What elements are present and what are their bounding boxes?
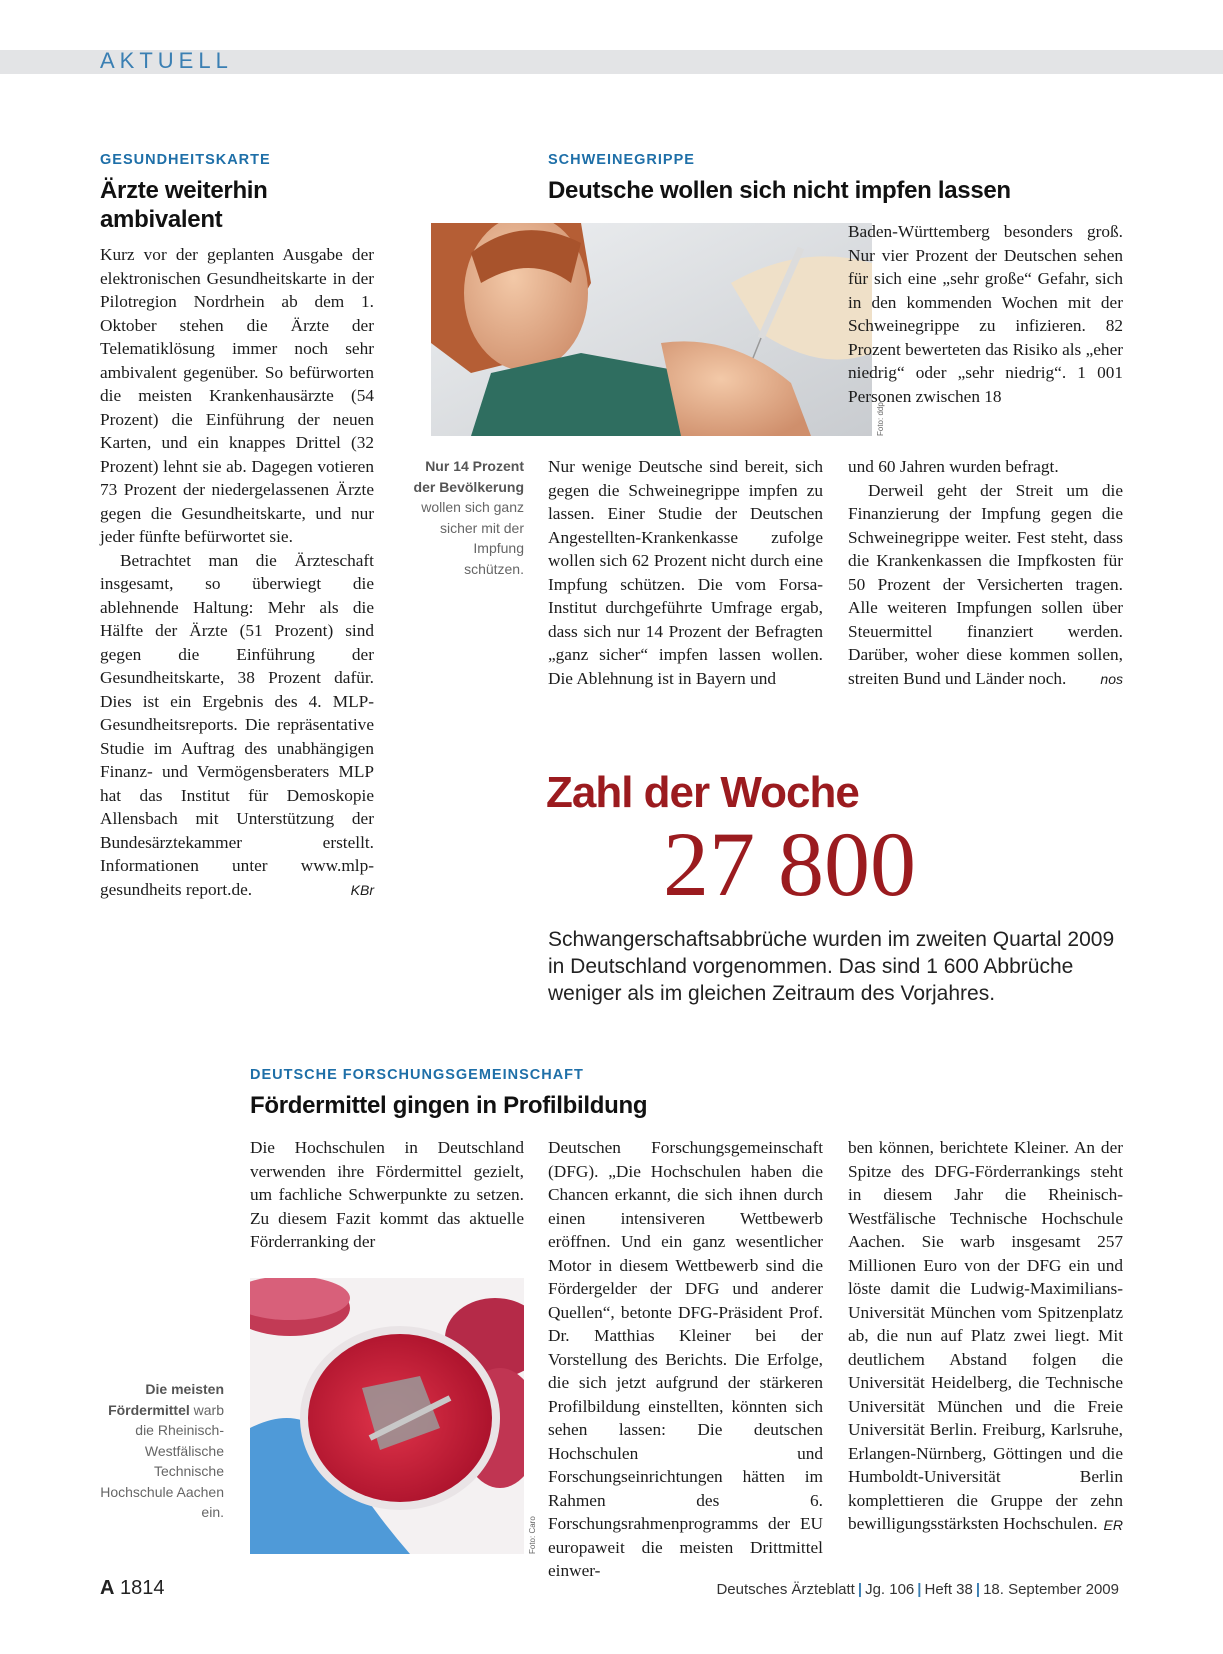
article3-caption-bold: Die meisten Fördermittel: [108, 1381, 224, 1418]
article2-text: Baden-Württemberg besonders groß. Nur vier Prozent der Deutschen sehen für sich eine „sehr große“ Gefahr, sich in den kommenden Wochen mit der Schweinegrippe zu infizieren. 82 Prozent bewerteten das Risiko als „eher niedrig“ oder „sehr niedrig“. 1 001 Personen zwischen 18: [848, 222, 1123, 406]
article1-headline: Ärzte weiterhin ambivalent: [100, 177, 268, 233]
journal-volume: Jg. 106: [865, 1581, 915, 1598]
footer-journal-info: [716, 1581, 1119, 1598]
article2-author: nos: [1100, 671, 1123, 687]
article3-caption: [96, 1379, 224, 1523]
article2-caption-text: wollen sich ganz sicher mit der Impfung schützen.: [421, 499, 524, 577]
article2-col-right-top: [848, 220, 1123, 408]
zahl-text: Schwangerschaftsabbrüche wurden im zweiten Quartal 2009 in Deutschland vorgenommen. Das sind 1 600 Abbrüche weniger als im gleichen Zeitraum des Vorjahres.: [548, 928, 1115, 1005]
article3-caption-text: warb die Rheinisch-Westfälische Technische Hochschule Aachen ein.: [100, 1401, 224, 1520]
article2-text: Nur wenige Deutsche sind bereit, sich gegen die Schweinegrippe impfen zu lassen. Einer Studie der Deutschen Angestellten-Krankenkasse zufolge wollen sich 62 Prozent nicht durch eine Impfung schützen. Die vom Forsa-Institut durchgeführte Umfrage ergab, dass sich nur 14 Prozent der Befragten „ganz sicher“ impfen lassen wollen. Die Ablehnung ist in Bayern und: [548, 457, 823, 688]
footer-separator: |: [975, 1581, 981, 1598]
page-prefix: A: [100, 1577, 115, 1599]
article2-col-right: [848, 455, 1123, 692]
article1-paragraph: Betrachtet man die Ärzteschaft insgesamt, so überwiegt die ablehnende Haltung: Mehr als die Hälfte der Ärzte (51 Prozent) sind gegen die Einführung der Gesundheitskarte, 38 Prozent dafür. Dies ist ein Ergebnis des 4. MLP-Gesundheitsreports. Die repräsentative Studie im Auftrag des unabhängigen Finanz- und Vermögensberaters MLP hat das Institut für Demoskopie Allensbach mit Unterstützung der Bundesärztekammer erstellt. Informationen unter www.mlp-gesundheits report.de.: [100, 550, 374, 899]
vaccination-photo: [431, 223, 872, 436]
zahl-number: 27 800: [663, 813, 916, 915]
vaccination-photo-illustration: [431, 223, 872, 436]
article3-headline: Fördermittel gingen in Profilbildung: [250, 1092, 648, 1119]
article3-text: Die Hochschulen in Deutschland verwenden ihre Fördermittel gezielt, um fachliche Schwerpunkte zu setzen. Zu diesem Fazit kommt das aktuelle Förderranking der: [250, 1138, 524, 1251]
article3-col2: [548, 1136, 823, 1583]
article1-paragraph: Kurz vor der geplanten Ausgabe der elektronischen Gesundheitskarte in der Pilotregion Nordrhein ab dem 1. Oktober stehen die Ärzte der Telematiklösung immer noch sehr ambivalent gegenüber. So befürworten die meisten Krankenhausärzte (54 Prozent) die Einführung der neuen Karten, und ein knappes Drittel (32 Prozent) lehnt sie ab. Dagegen votieren 73 Prozent der niedergelassenen Ärzte gegen die Gesundheitskarte, und nur jeder fünfte befürwortet sie.: [100, 245, 374, 546]
article2-kicker: SCHWEINEGRIPPE: [548, 152, 695, 168]
article1-kicker: GESUNDHEITSKARTE: [100, 152, 271, 168]
article2-text: Derweil geht der Streit um die Finanzierung der Impfung gegen die Schweinegrippe weiter. Fest steht, dass die Krankenkassen die Impfkosten für 50 Prozent der Versicherten tragen. Alle weiteren Impfungen sollen über Steuermittel finanziert werden. Darüber, woher diese kommen sollen, streiten Bund und Länder noch.: [848, 480, 1123, 688]
article2-caption: [412, 456, 524, 579]
journal-name: Deutsches Ärzteblatt: [716, 1581, 855, 1598]
article1-body: [100, 243, 374, 903]
journal-date: 18. September 2009: [983, 1581, 1119, 1598]
article3-text: Deutschen Forschungsgemeinschaft (DFG). „Die Hochschulen haben die Chancen erkannt, die sich ihnen durch einen intensiveren Wettbewerb eröffnen. Und ein ganz wesentlicher Motor in diesem Wettbewerb sind die Fördergelder der DFG und anderer Quellen“, betonte DFG-Präsident Prof. Dr. Matthias Kleiner bei der Vorstellung des Berichts. Die Erfolge, die sich jetzt aufgrund der stärkeren Profilbildung einstellten, könnten sich sehen lassen: Die deutschen Hochschulen und Forschungseinrichtungen hätten im Rahmen des 6. Forschungsrahmenprogramms der EU europaweit die meisten Drittmittel einwer-: [548, 1138, 823, 1580]
article3-photo-credit: Foto: Caro: [528, 1516, 537, 1554]
footer-separator: |: [857, 1581, 863, 1598]
article3-col1: [250, 1136, 524, 1254]
article2-col-left: [548, 455, 823, 690]
page-number: [100, 1577, 165, 1600]
article3-kicker: DEUTSCHE FORSCHUNGSGEMEINSCHAFT: [250, 1067, 584, 1083]
article3-col3: [848, 1136, 1123, 1537]
section-label: AKTUELL: [100, 48, 233, 73]
journal-issue: Heft 38: [924, 1581, 973, 1598]
footer-separator: |: [917, 1581, 922, 1598]
article3-text: ben können, berichtete Kleiner. An der Spitze des DFG-Förderrankings steht in diesem Jahr die Rheinisch-Westfälische Technische Hochschule Aachen. Sie warb insgesamt 257 Millionen Euro von der DFG ein und löste damit die Ludwig-Maximilians-Universität München vom Spitzenplatz ab, die nun auf Platz zwei liegt. Mit deutlichem Abstand folgen die Universität Heidelberg, die Technische Universität München und die Freie Universität Berlin. Freiburg, Karlsruhe, Erlangen-Nürnberg, Göttingen und die Humboldt-Universität Berlin komplettieren die Gruppe der zehn bewilligungsstärksten Hochschulen.: [848, 1138, 1123, 1533]
zahl-title: Zahl der Woche: [546, 768, 859, 817]
article2-headline: Deutsche wollen sich nicht impfen lassen: [548, 177, 1011, 204]
article3-author: ER: [1103, 1516, 1123, 1533]
page-number-value: 1814: [120, 1577, 165, 1599]
petri-dish-illustration: [250, 1278, 524, 1554]
article2-photo-credit: Foto: ddp: [876, 402, 885, 436]
petri-dish-photo: [250, 1278, 524, 1554]
article2-text: und 60 Jahren wurden befragt.: [848, 457, 1059, 476]
article2-caption-bold: Nur 14 Prozent der Bevölkerung: [413, 458, 524, 495]
article1-author: KBr: [350, 882, 374, 898]
